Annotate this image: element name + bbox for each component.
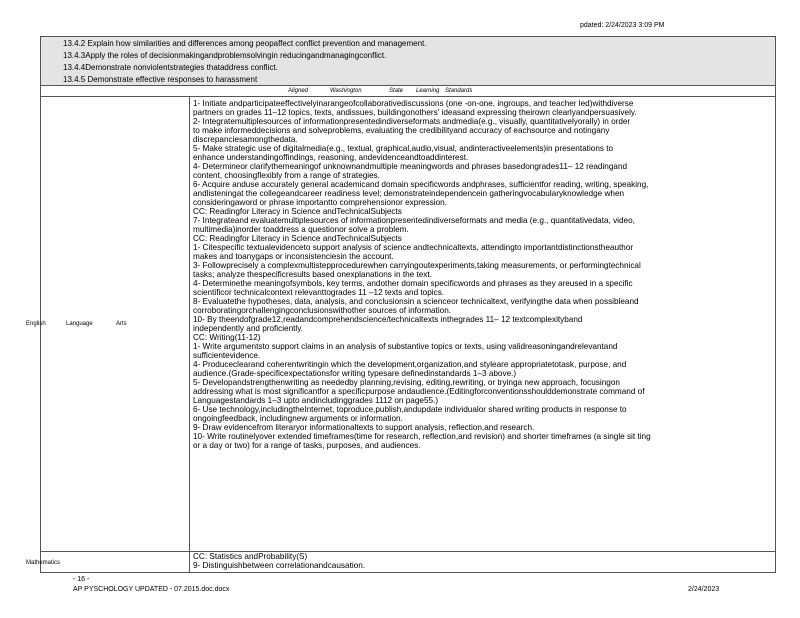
standards-header-word: Washington [330, 88, 362, 94]
standards-header-word: Standards [445, 88, 473, 94]
standard-line: 10- By theendofgrade12,readandcomprehendscience/technicaltexts inthegrades 11– 12 textcomplexityband [193, 315, 583, 324]
standard-line: 6- Acquire anduse accurately general academicand domain specificwords andphrases, sufficientfor reading, writing, speaking, [193, 180, 649, 189]
standard-line: CC: Readingfor Literacy in Science andTechnicalSubjects [193, 207, 402, 216]
standard-line: 7- Integrateand evaluatemultiplesources of informationpresentedindiverseformats and media (e.g., quantitativedata, video, [193, 216, 635, 225]
objective-text: 13.4.4Demonstrate nonviolentstrategies thataddress conflict. [63, 63, 278, 72]
standard-line: andlisteningat the collegeandcareer readiness level; demonstrateindependencein gatheringvocabularyknowledge when [193, 189, 625, 198]
standard-line: 5- Developandstrengthenwriting as neededby planning,revising, editing,rewriting, or tryinga new approach, focusingon [193, 378, 620, 387]
standard-line: scientificor technicalcontext relevanttogrades 11 –12 texts and topics. [193, 288, 445, 297]
standard-line: 3- Followprecisely a complexmultistepprocedurewhen carryingoutexperiments,taking measurements, or performingtechnical [193, 261, 641, 270]
standard-line: 4- Produceclearand coherentwritingin which the development,organization,and styleare appropriatetotask, purpose, and [193, 360, 627, 369]
standard-line: corroboratingorchallengingconclusionswithother sources of information. [193, 306, 452, 315]
standard-line: independently and proficiently. [193, 324, 303, 333]
standard-line: 1- Citespecific textualevidenceto support analysis of science andtechnicaltexts, attendingto importantdistinctionstheauthor [193, 243, 634, 252]
footer-document-title: AP PYSCHOLOGY UPDATED - 07.2015.doc.docx [73, 586, 230, 593]
standard-line: CC: Readingfor Literacy in Science andTechnicalSubjects [193, 234, 402, 243]
standard-line: tasks; analyze thespecificresults based onexplanations in the text. [193, 270, 432, 279]
standard-line: consideringaword or phrase importantto comprehensionor expression. [193, 198, 447, 207]
objective-item [41, 38, 775, 49]
objective-text: 13.4.3Apply the roles of decisionmakingandproblemsolvingin reducingandmanagingconflict. [63, 51, 387, 60]
subject-label: Mathematics [26, 560, 61, 566]
ela-standards-content [193, 99, 771, 450]
standard-line: 4- Determinethe meaningofsymbols, key terms, andother domain specificwords and phrases as they areused in a specific [193, 279, 633, 288]
standard-line: content, choosingflexibly from a range of strategies. [193, 171, 381, 180]
objectives-box [40, 36, 776, 86]
standard-line: 1- Write argumentsto support claims in an analysis of substantive topics or texts, using validreasoningandrelevantand [193, 342, 618, 351]
objective-item [41, 74, 775, 85]
standard-line: 1- Initiate andparticipateeffectivelyinarangeofcollaborativediscussions (one -on-one, ingroups, and teacher led)withdiverse [193, 99, 634, 108]
standards-header-word: Learning [416, 88, 440, 94]
standard-line: addressing what is most significantfor a specificpurpose andaudience.(Editingforconventionsshoulddemonstrate command of [193, 387, 645, 396]
subject-label: English [26, 321, 46, 327]
standard-line: CC: Writing(11-12) [193, 333, 261, 342]
math-standards-content [193, 552, 771, 570]
standard-line: 4- Determineor clarifythemeaningof unknownandmultiple meaningwords and phrases basedongrades11– 12 readingand [193, 162, 628, 171]
standard-line: 10- Write routinelyover extended timeframes(time for research, reflection,and revision) and shorter timeframes (a single sit ting [193, 432, 651, 441]
standards-header-word: State [389, 88, 404, 94]
standard-line: Languagestandards 1–3 upto andincludinggrades 1112 on page55.) [193, 396, 439, 405]
standard-line: sufficientevidence. [193, 351, 261, 360]
objective-text: 13.4.2 Explain how similarities and differences among peopaffect conflict prevention and management. [63, 39, 427, 48]
updated-timestamp: pdated: 2/24/2023 3:09 PM [580, 22, 665, 29]
standard-line: enhance understandingoffindings, reasoning, andevidenceandtoaddinterest. [193, 153, 469, 162]
standard-line: discrepanciesamongthedata. [193, 135, 298, 144]
footer-date: 2/24/2023 [688, 586, 720, 593]
standard-line: 6- Use technology,includingtheInternet, toproduce,publish,andupdate individualor shared writing products in response to [193, 405, 627, 414]
standard-line: or a day or two) for a range of tasks, purposes, and audiences. [193, 441, 421, 450]
standard-line: to make informeddecisions and solveproblems, evaluating the credibilityand accuracy of eachsource and notingany [193, 126, 610, 135]
column-divider [189, 97, 190, 573]
footer-page-number: - 16 - [73, 576, 90, 583]
objective-item [41, 50, 775, 61]
standard-line: 9- Distinguishbetween correlationandcausation. [193, 561, 366, 570]
standards-header [40, 86, 776, 97]
objective-item [41, 62, 775, 73]
standard-line: audience.(Grade-specificexpectationsfor writing typesare definedinstandards 1–3 above.) [193, 369, 517, 378]
standard-line: partners on grades 11–12 topics, texts, andissues, buildingonothers' ideasand expressing theirown clearlyandpersuasively. [193, 108, 637, 117]
subject-label: Arts [116, 321, 127, 327]
standard-line: 2- Integratemultiplesources of informationpresentedindiverseformats andmedia(e.g., visually, quantitativelyorally) in order [193, 117, 631, 126]
standard-line: multimedia)inorder toaddress a questionor solve a problem. [193, 225, 409, 234]
standard-line: 5- Make strategic use of digitalmedia(e.g., textual, graphical,audio,visual, andinteractiveelements)in presentations to [193, 144, 614, 153]
standards-header-word: Aligned [288, 88, 309, 94]
standard-line: makes and toanygaps or inconsistenciesin the account. [193, 252, 394, 261]
standard-line: 8- Evaluatethe hypotheses, data, analysis, and conclusionsin a scienceor technicaltext, verifyingthe data when possibleand [193, 297, 639, 306]
subject-label: Language [66, 321, 93, 327]
objective-text: 13.4.5 Demonstrate effective responses to harassment [63, 75, 258, 84]
standard-line: ongoingfeedback, includingnew arguments or information. [193, 414, 403, 423]
standard-line: 9- Draw evidencefrom literaryor informationaltexts to support analysis, reflection,and research. [193, 423, 535, 432]
standard-line: CC: Statistics andProbability(S) [193, 552, 308, 561]
